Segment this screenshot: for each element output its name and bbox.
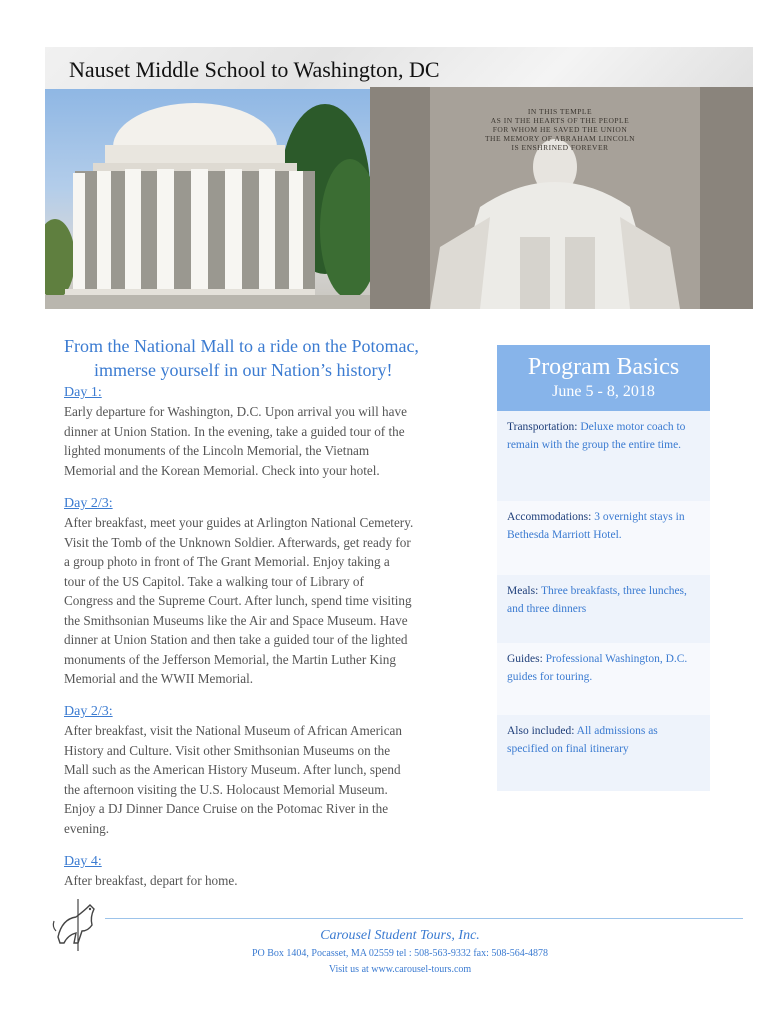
program-basics-header <box>497 345 710 411</box>
program-basics-title: Program Basics <box>527 354 680 380</box>
day-3-text: After breakfast, visit the National Museum of African American History and Culture. Visit other Smithsonian Museums on the Mall such as the American History Museum. After lunch, spend the afternoon visiting the U.S. Holocaust Memorial Museum. Enjoy a DJ Dinner Dance Cruise on the Potomac River in the evening. <box>64 723 403 836</box>
carousel-horse-logo <box>48 897 104 953</box>
day-4-title: Day 4: <box>64 854 102 869</box>
transportation-item: Transportation: Deluxe motor coach to remain with the group the entire time. <box>497 411 710 501</box>
day-1-title: Day 1: <box>64 385 102 400</box>
day-4-text: After breakfast, depart for home. <box>64 873 238 888</box>
headline-line-2: immerse yourself in our Nation’s history! <box>94 360 393 380</box>
header-banner <box>45 47 753 309</box>
headline-line-1: From the National Mall to a ride on the Potomac, <box>64 336 419 356</box>
day-4-section <box>64 853 459 891</box>
day-2-section <box>64 495 459 689</box>
footer-divider <box>105 918 743 919</box>
headline <box>64 334 464 382</box>
day-2-title: Day 2/3: <box>64 496 113 511</box>
company-website: Visit us at www.carousel-tours.com <box>328 964 472 975</box>
lincoln-memorial-photo <box>370 87 753 309</box>
guides-item: Guides: Professional Washington, D.C. guides for touring. <box>497 643 710 715</box>
day-1-section <box>64 384 459 480</box>
accommodations-item: Accommodations: 3 overnight stays in Bethesda Marriott Hotel. <box>497 501 710 575</box>
day-1-text: Early departure for Washington, D.C. Upon arrival you will have dinner at Union Station. In the evening, take a guided tour of the lighted monuments of the Lincoln Memorial, the Vietnam Memorial and the Korean Memorial. Check into your hotel. <box>64 404 407 478</box>
also-included-item: Also included: All admissions as specified on final itinerary <box>497 715 710 791</box>
day-2-text: After breakfast, meet your guides at Arlington National Cemetery. Visit the Tomb of the Unknown Soldier. Afterwards, get ready for a group photo in front of The Grant Memorial. Enjoy taking a tour of the US Capitol. Take a walking tour of Library of Congress and the Supreme Court. After lunch, spend time visiting the Smithsonian Museums like the Air and Space Museum. Have dinner at Union Station and then take a guided tour of the lighted monuments of the Jefferson Memorial, the Martin Luther King Memorial and the WWII Memorial. <box>64 515 414 686</box>
jefferson-memorial-photo <box>45 89 370 309</box>
program-basics-panel <box>497 345 710 791</box>
day-3-section <box>64 703 459 838</box>
meals-item: Meals: Three breakfasts, three lunches, and three dinners <box>497 575 710 643</box>
company-name: Carousel Student Tours, Inc. <box>320 928 480 943</box>
program-dates: June 5 - 8, 2018 <box>552 383 655 400</box>
lincoln-inscription: IN THIS TEMPLE AS IN THE HEARTS OF THE PEOPLE FOR WHOM HE SAVED THE UNION THE MEMORY OF ABRAHAM LINCOLN IS ENSHRINED FOREVER <box>484 107 636 152</box>
page-title: Nauset Middle School to Washington, DC <box>69 57 440 82</box>
jefferson-memorial-illustration <box>45 89 370 309</box>
day-3-title: Day 2/3: <box>64 704 113 719</box>
company-address: PO Box 1404, Pocasset, MA 02559 tel : 508-563-9332 fax: 508-564-4878 <box>251 948 549 959</box>
